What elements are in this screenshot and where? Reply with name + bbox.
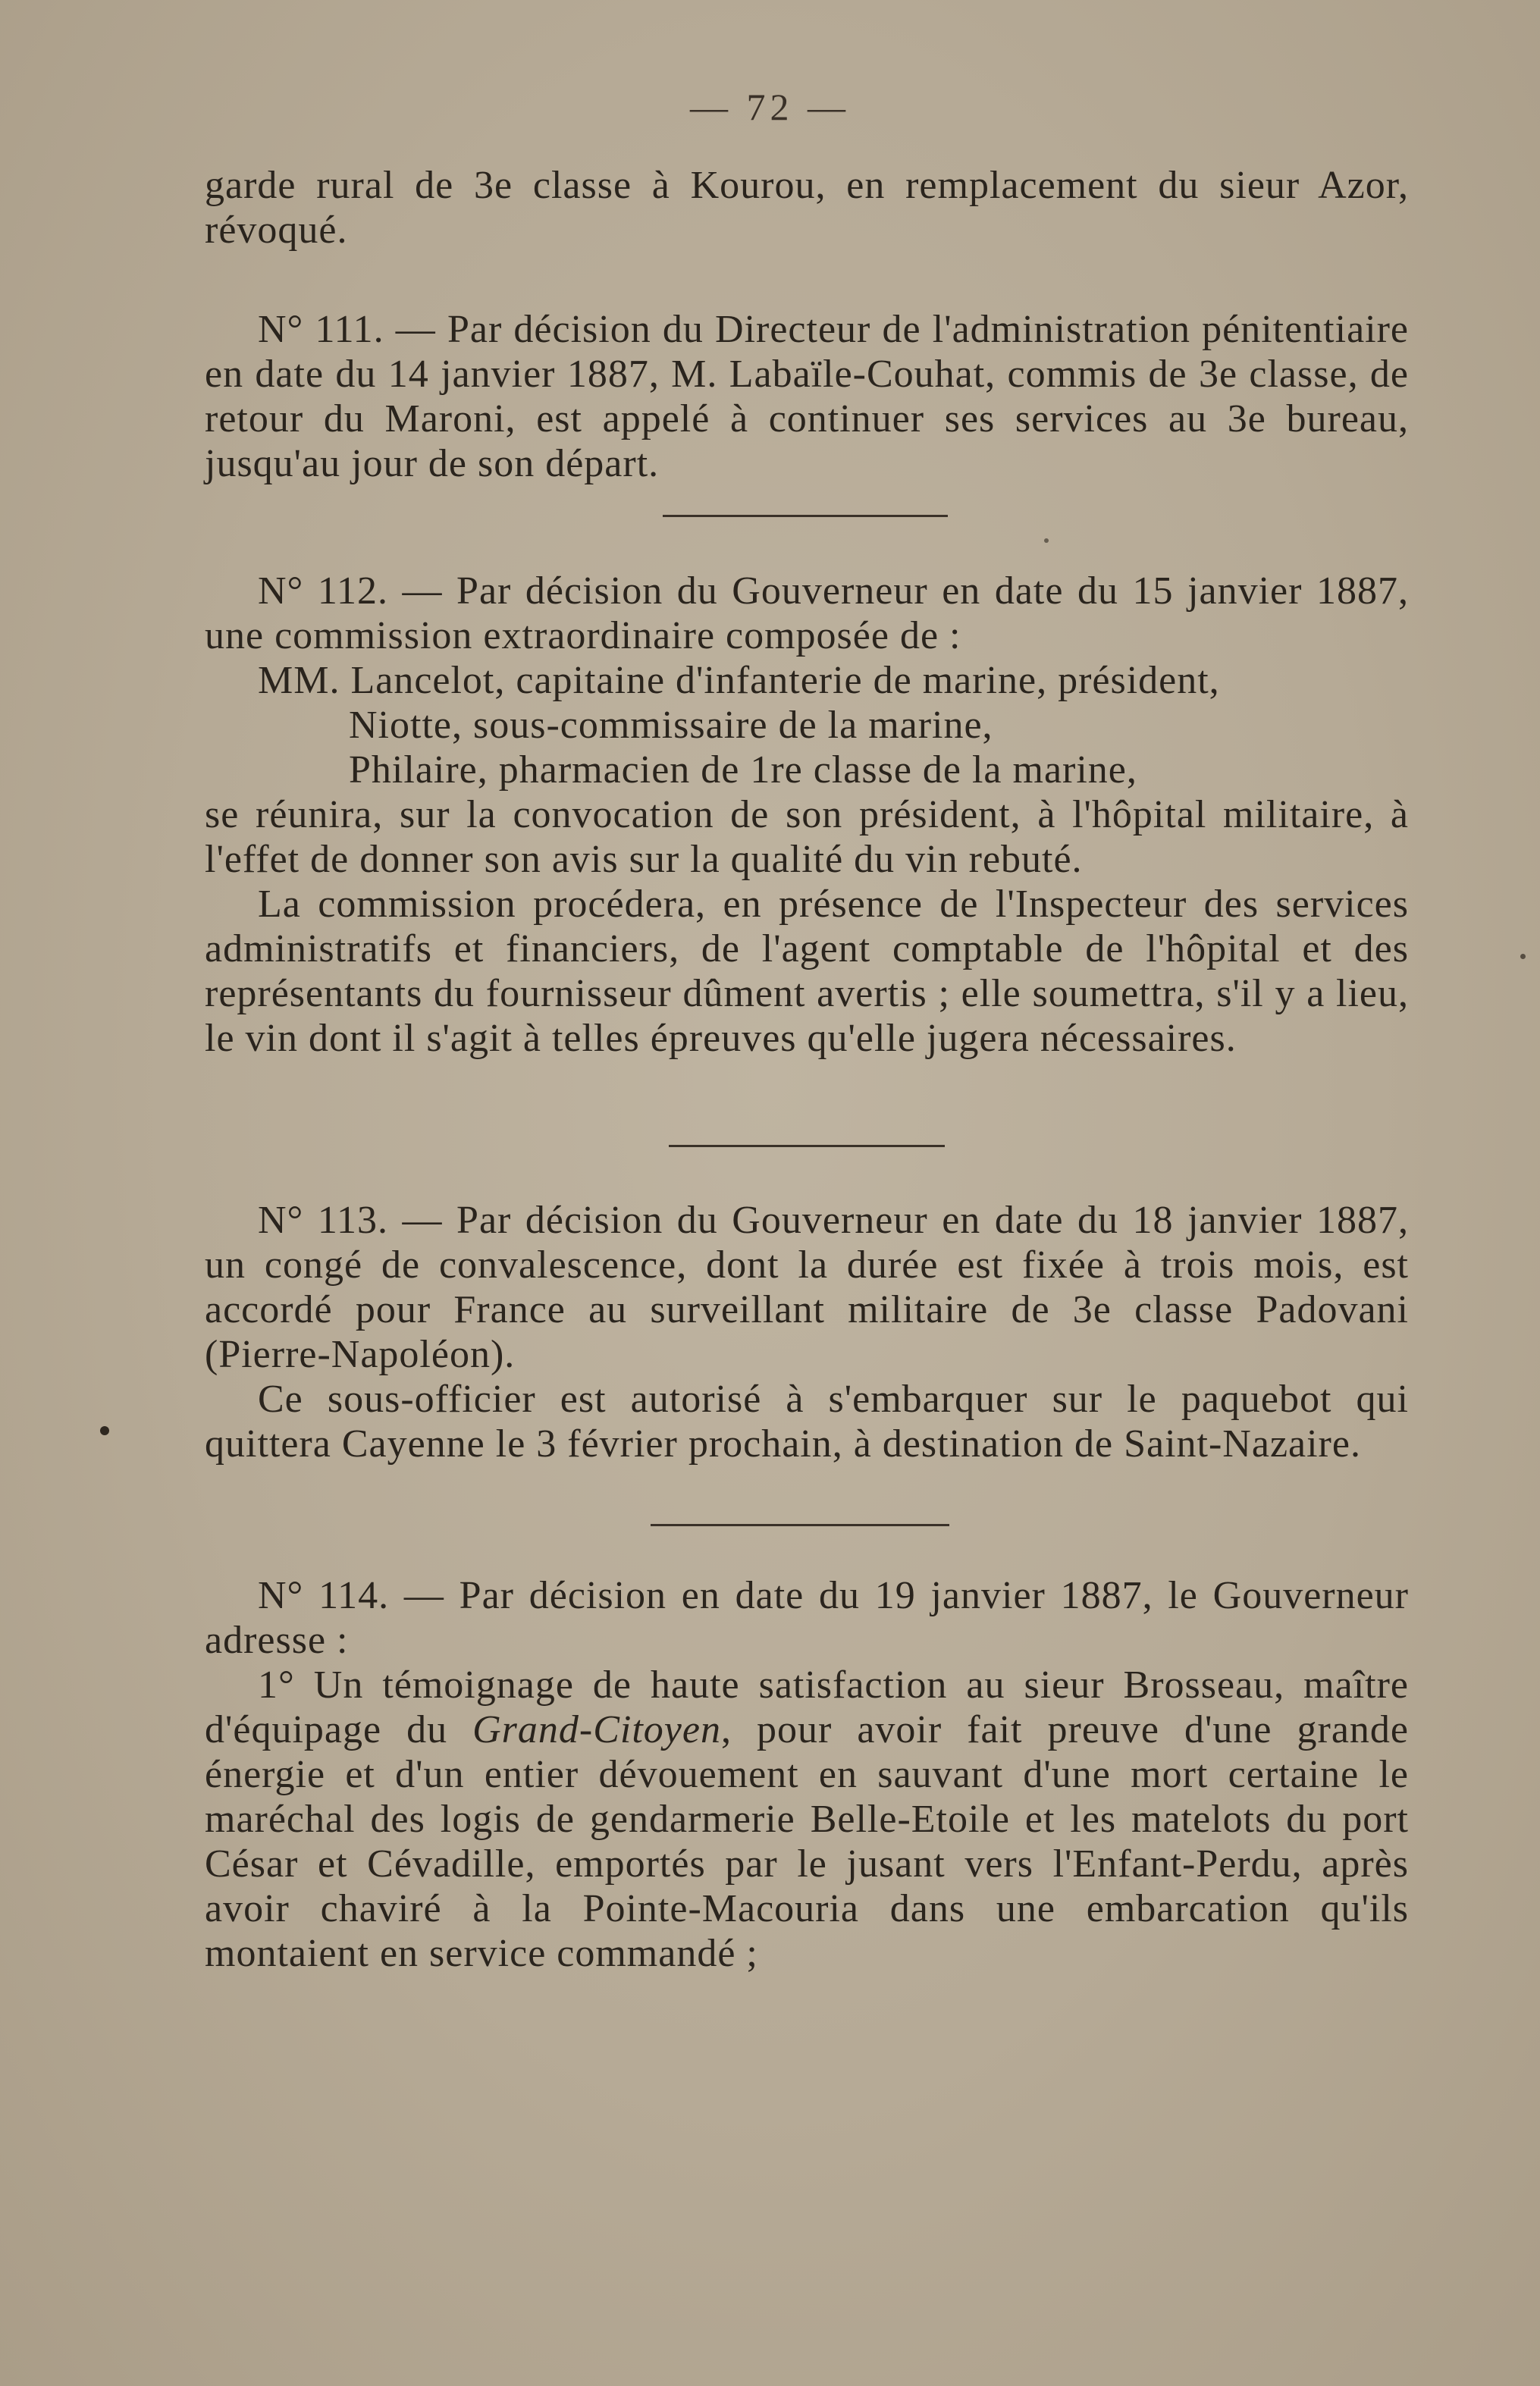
ink-speck bbox=[1044, 538, 1049, 543]
decision-114 bbox=[205, 1573, 1409, 1976]
ship-name: Grand-Citoyen bbox=[472, 1708, 721, 1751]
decision-112-procedure: La commission procédera, en présence de l'Inspecteur des services administratifs et financiers, de l'agent comptable de l'hôpital et des représentants du fournisseur dûment avertis ; elle soumettra, s'il y a lieu, le vin dont il s'agit à telles épreuves qu'elle jugera nécessaires. bbox=[205, 883, 1409, 1060]
section-divider bbox=[651, 1524, 949, 1526]
decision-113-text: N° 113. — Par décision du Gouverneur en date du 18 janvier 1887, un congé de convalescence, dont la durée est fixée à trois mois, est accordé pour France au surveillant militaire de 3e classe Padovani (Pierre-Napoléon). bbox=[205, 1199, 1409, 1376]
item-1-text-end: , pour avoir fait preuve d'une grande énergie et d'un entier dévouement en sauvant d'une mort certaine le maréchal des logis de gendarmerie Belle-Etoile et les matelots du port César et Cévadille, emportés par le jusant vers l'Enfant-Perdu, après avoir chaviré à la Pointe-Macouria dans une embarcation qu'ils montaient en service commandé ; bbox=[205, 1708, 1409, 1975]
member-niotte: Niotte, sous-commissaire de la marine, bbox=[349, 704, 993, 747]
decision-112-text: N° 112. — Par décision du Gouverneur en date du 15 janvier 1887, une commission extraordinaire composée de : bbox=[205, 569, 1409, 657]
member-philaire: Philaire, pharmacien de 1re classe de la marine, bbox=[349, 748, 1137, 792]
decision-112 bbox=[205, 569, 1409, 1061]
item-1-text-start: 1° Un témoignage de haute satisfaction au sieur Brosseau, maître d'équipage du bbox=[205, 1663, 1409, 1751]
page-number: — 72 — bbox=[690, 86, 850, 128]
decision-113 bbox=[205, 1198, 1409, 1466]
commission-members bbox=[205, 658, 1409, 792]
decision-114-item-1 bbox=[205, 1663, 1409, 1976]
member-lancelot: MM. Lancelot, capitaine d'infanterie de marine, président, bbox=[258, 659, 1220, 702]
section-divider bbox=[669, 1145, 945, 1147]
decision-111 bbox=[205, 307, 1409, 486]
paragraph-continuation bbox=[205, 163, 1409, 252]
ink-speck bbox=[100, 1426, 109, 1435]
decision-111-text: N° 111. — Par décision du Directeur de l'administration pénitentiaire en date du 14 janvier 1887, M. Labaïle-Couhat, commis de 3e classe, de retour du Maroni, est appelé à continuer ses services au 3e bureau, jusqu'au jour de son départ. bbox=[205, 308, 1409, 485]
ink-speck bbox=[1520, 954, 1526, 959]
decision-114-text: N° 114. — Par décision en date du 19 janvier 1887, le Gouverneur adresse : bbox=[205, 1574, 1409, 1662]
paragraph-text: garde rural de 3e classe à Kourou, en remplacement du sieur Azor, révoqué. bbox=[205, 164, 1409, 252]
section-divider bbox=[663, 515, 948, 517]
decision-113-embarkation: Ce sous-officier est autorisé à s'embarquer sur le paquebot qui quittera Cayenne le 3 février prochain, à destination de Saint-Nazaire. bbox=[205, 1378, 1409, 1466]
decision-112-continuation: se réunira, sur la convocation de son président, à l'hôpital militaire, à l'effet de donner son avis sur la qualité du vin rebuté. bbox=[205, 793, 1409, 881]
